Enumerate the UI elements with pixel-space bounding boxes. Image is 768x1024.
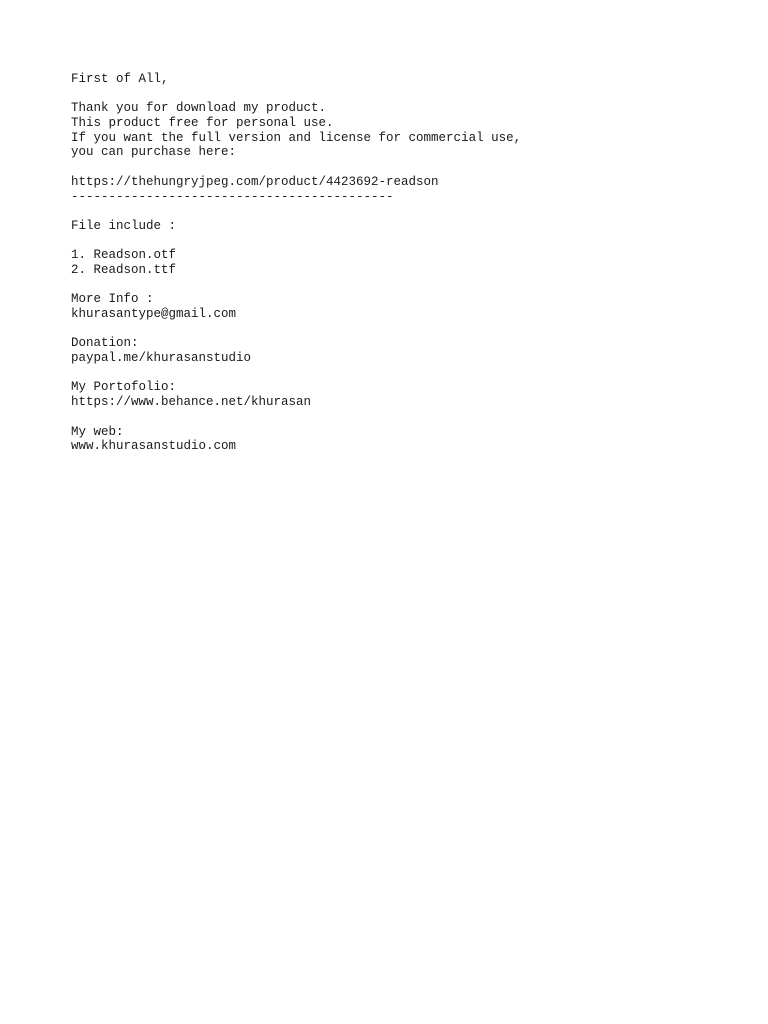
blank-line: [71, 234, 731, 249]
web-label: My web:: [71, 424, 124, 439]
file-item-otf: 1. Readson.otf: [71, 248, 177, 263]
blank-line: [71, 204, 731, 219]
donation-label: Donation:: [71, 336, 139, 351]
readme-document: [71, 72, 731, 454]
separator-line: -------------------------------------------: [71, 189, 394, 204]
blank-line: [71, 160, 731, 175]
blank-line: [71, 322, 731, 337]
more-info-label: More Info :: [71, 292, 154, 307]
purchase-line: you can purchase here:: [71, 145, 237, 160]
portfolio-link[interactable]: https://www.behance.net/khurasan: [71, 395, 312, 410]
file-item-ttf: 2. Readson.ttf: [71, 262, 177, 277]
files-heading: File include :: [71, 218, 177, 233]
blank-line: [71, 366, 731, 381]
email-link[interactable]: khurasantype@gmail.com: [71, 307, 237, 321]
blank-line: [71, 87, 731, 102]
greeting-line: First of All,: [71, 72, 169, 86]
donation-link[interactable]: paypal.me/khurasanstudio: [71, 351, 252, 366]
purchase-url[interactable]: https://thehungryjpeg.com/product/4423692-readson: [71, 174, 439, 189]
portfolio-label: My Portofolio:: [71, 380, 177, 395]
thanks-line: Thank you for download my product.: [71, 101, 327, 116]
web-link[interactable]: www.khurasanstudio.com: [71, 439, 237, 454]
blank-line: [71, 278, 731, 293]
personal-use-line: This product free for personal use.: [71, 116, 334, 131]
blank-line: [71, 410, 731, 425]
full-version-line: If you want the full version and license for commercial use,: [71, 130, 522, 145]
